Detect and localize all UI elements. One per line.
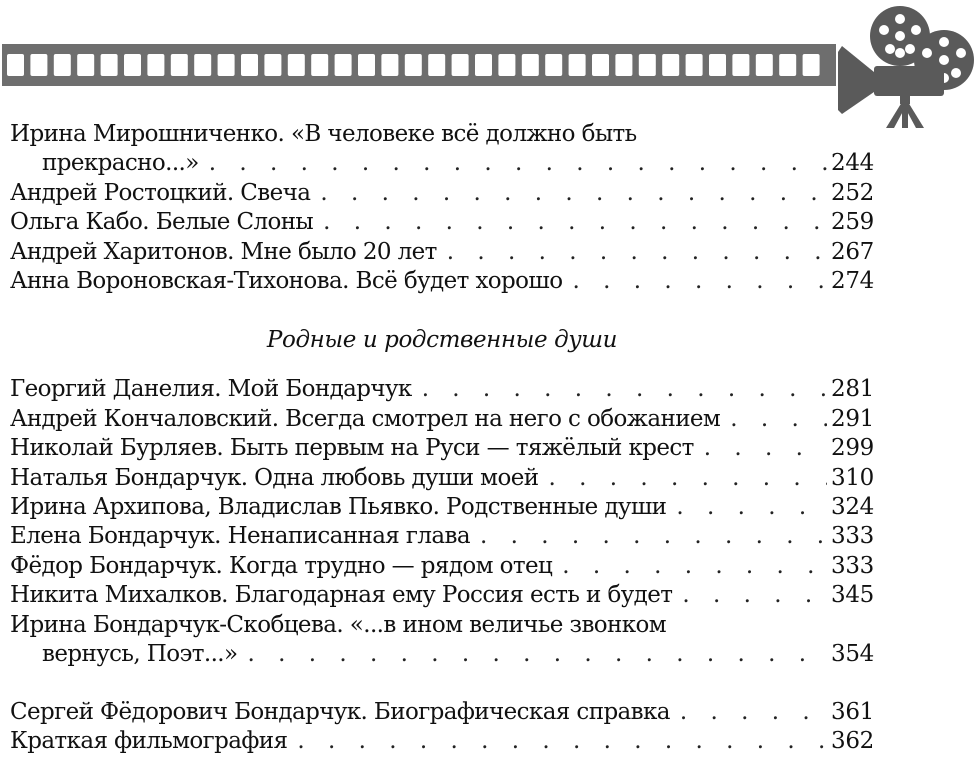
film-perforation [288, 54, 305, 76]
film-perforation [709, 54, 726, 76]
film-perforation [475, 54, 492, 76]
toc-entry-title-line: Ирина Бондарчук-Скобцева. «...в ином величье звонком [10, 611, 667, 638]
toc-group [10, 698, 874, 757]
toc-entry [10, 464, 874, 493]
film-perforation [335, 54, 352, 76]
film-perforation [545, 54, 562, 76]
toc-entry-title: Фёдор Бондарчук. Когда трудно — рядом отец [10, 552, 553, 579]
toc-entry-page-number: 333 [831, 523, 874, 550]
film-strip-decoration [2, 44, 836, 86]
toc-entry [10, 208, 874, 237]
dot-leader [572, 267, 827, 296]
dot-leader [480, 522, 827, 551]
film-perforation [77, 54, 94, 76]
dot-leader [297, 727, 827, 756]
film-perforation [803, 54, 820, 76]
film-perforation [381, 54, 398, 76]
dot-leader [323, 208, 827, 237]
film-perforation [639, 54, 656, 76]
dot-leader [682, 581, 827, 610]
film-perforation [194, 54, 211, 76]
toc-entry-page-number: 267 [831, 238, 874, 265]
toc-entry-title: Николай Бурляев. Быть первым на Руси — тяжёлый крест [10, 435, 694, 462]
toc-entry-page-number: 299 [831, 435, 874, 462]
film-perforation [779, 54, 796, 76]
film-perforation [686, 54, 703, 76]
toc-entry [10, 375, 874, 404]
dot-leader [730, 405, 827, 434]
film-perforation [592, 54, 609, 76]
toc-entry-page-number: 244 [831, 150, 874, 177]
dot-leader [447, 238, 827, 267]
toc-entry [10, 493, 874, 522]
toc-entry-page-number: 345 [831, 582, 874, 609]
dot-leader [320, 179, 827, 208]
film-perforation [732, 54, 749, 76]
toc-entry-page-number: 259 [831, 209, 874, 236]
film-perforation [452, 54, 469, 76]
film-perforation [101, 54, 118, 76]
toc-entry-title: Елена Бондарчук. Ненаписанная глава [10, 523, 470, 550]
film-perforation [30, 54, 47, 76]
toc-entry-title: Андрей Кончаловский. Всегда смотрел на него с обожанием [10, 405, 721, 432]
film-perforation [428, 54, 445, 76]
film-perforation [662, 54, 679, 76]
film-perforation [124, 54, 141, 76]
film-perforation [498, 54, 515, 76]
toc-entry [10, 120, 874, 179]
film-perforation [615, 54, 632, 76]
toc-entry-page-number: 281 [831, 376, 874, 403]
toc-entry [10, 238, 874, 267]
toc-entry-page-number: 333 [831, 552, 874, 579]
toc-entry [10, 267, 874, 296]
toc-entry-title: прекрасно...» [42, 150, 199, 177]
film-perforation [311, 54, 328, 76]
film-perforation [405, 54, 422, 76]
toc-entry-page-number: 252 [831, 179, 874, 206]
film-perforation [358, 54, 375, 76]
toc-entry-title: вернусь, Поэт...» [42, 641, 238, 668]
dot-leader [548, 464, 827, 493]
toc-entry [10, 405, 874, 434]
toc-entry-title: Ирина Архипова, Владислав Пьявко. Родственные души [10, 494, 667, 521]
dot-leader [680, 698, 827, 727]
toc-entry-page-number: 362 [831, 727, 874, 754]
toc-group [10, 120, 874, 296]
dot-leader [676, 493, 827, 522]
toc-entry [10, 522, 874, 551]
toc-entry-page-number: 274 [831, 268, 874, 295]
table-of-contents [10, 120, 874, 756]
toc-entry-title: Андрей Ростоцкий. Свеча [10, 179, 311, 206]
toc-entry-page-number: 324 [831, 494, 874, 521]
film-perforation [54, 54, 71, 76]
toc-entry-title: Никита Михалков. Благодарная ему Россия есть и будет [10, 582, 673, 609]
toc-entry-title-line: Ирина Мирошниченко. «В человеке всё должно быть [10, 121, 637, 147]
toc-entry-title: Анна Вороновская-Тихонова. Всё будет хорошо [10, 268, 563, 295]
toc-entry [10, 552, 874, 581]
toc-entry-title: Сергей Фёдорович Бондарчук. Биографическая справка [10, 698, 670, 725]
toc-entry [10, 581, 874, 610]
dot-leader [562, 552, 827, 581]
dot-leader [209, 149, 827, 178]
toc-entry-page-number: 310 [831, 464, 874, 491]
film-perforation [569, 54, 586, 76]
section-title: Родные и родственные души [266, 327, 618, 354]
dot-leader [422, 375, 827, 404]
toc-entry-title: Ольга Кабо. Белые Слоны [10, 209, 314, 236]
toc-entry-page-number: 291 [831, 405, 874, 432]
toc-entry [10, 179, 874, 208]
toc-entry [10, 698, 874, 727]
dot-leader [704, 434, 827, 463]
toc-entry-title: Георгий Данелия. Мой Бондарчук [10, 376, 412, 403]
toc-group [10, 375, 874, 669]
film-perforation [264, 54, 281, 76]
film-perforation [756, 54, 773, 76]
toc-entry-page-number: 354 [831, 641, 874, 668]
movie-camera-icon [834, 2, 974, 130]
toc-entry [10, 611, 874, 670]
toc-entry-page-number: 361 [831, 698, 874, 725]
film-perforation [241, 54, 258, 76]
toc-entry [10, 727, 874, 756]
film-perforation [7, 54, 24, 76]
film-perforation [171, 54, 188, 76]
film-perforation [218, 54, 235, 76]
toc-entry [10, 434, 874, 463]
toc-entry-title: Краткая фильмография [10, 727, 288, 754]
toc-entry-title: Наталья Бондарчук. Одна любовь души моей [10, 464, 539, 491]
film-perforation [147, 54, 164, 76]
toc-entry-title: Андрей Харитонов. Мне было 20 лет [10, 238, 437, 265]
dot-leader [248, 640, 828, 669]
film-perforation [522, 54, 539, 76]
